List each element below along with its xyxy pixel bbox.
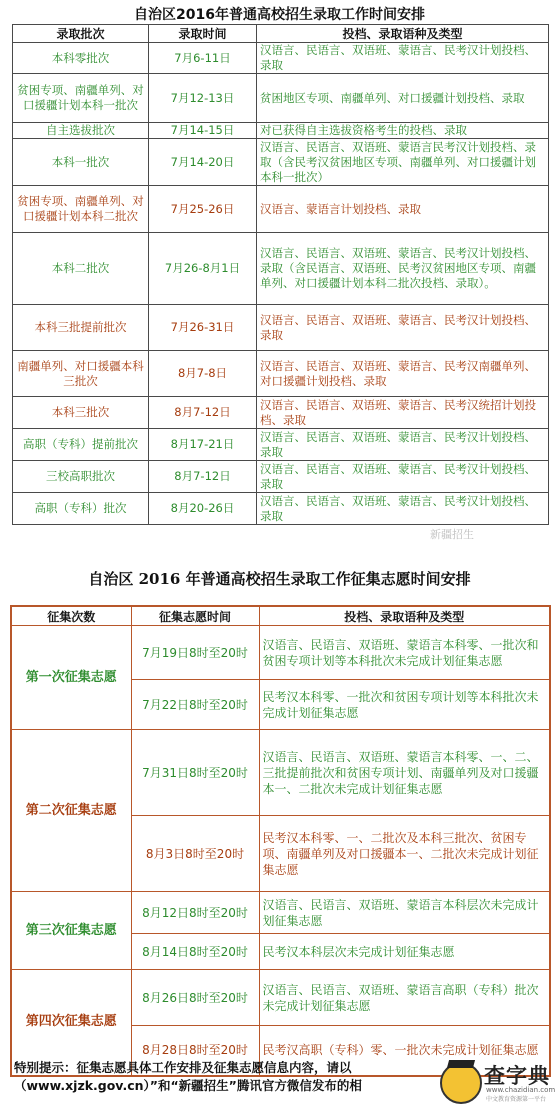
- logo-tagline: 中文教育资源第一平台: [486, 1096, 547, 1103]
- type-cell: 民考汉本科零、一、二批次及本科三批次、贫困专项、南疆单列及对口援疆本一、二批次未完成计划征集志愿: [259, 816, 550, 892]
- round-cell: 第三次征集志愿: [11, 892, 131, 970]
- time-cell: 7月25-26日: [149, 186, 257, 233]
- schedule-title: 自治区2016年普通高校招生录取工作时间安排: [134, 7, 425, 23]
- type-cell: 汉语言、民语言、双语班、蒙语言、民考汉南疆单列、对口援疆计划投档、录取: [257, 351, 549, 397]
- table-header-row: [11, 606, 550, 626]
- table-row: [13, 493, 549, 525]
- header-time: 征集志愿时间: [131, 606, 259, 626]
- type-cell: 汉语言、民语言、双语班、蒙语言、民考汉计划投档、录取: [257, 461, 549, 493]
- batch-cell: 高职（专科）批次: [13, 493, 149, 525]
- time-cell: 8月12日8时至20时: [131, 892, 259, 934]
- header-batch: 录取批次: [13, 25, 149, 43]
- type-cell: 民考汉高职（专科）零、一批次未完成计划征集志愿: [259, 1026, 550, 1076]
- header-type: 投档、录取语种及类型: [259, 606, 550, 626]
- type-cell: 汉语言、民语言、双语班、蒙语言民考汉计划投档、录取（含民考汉贫困地区专项、南疆单列、对口援疆计划本科一批次）: [257, 139, 549, 186]
- chazidian-logo: [438, 1056, 556, 1102]
- type-cell: 汉语言、蒙语言计划投档、录取: [257, 186, 549, 233]
- table-row: [13, 233, 549, 305]
- time-cell: 8月26日8时至20时: [131, 970, 259, 1026]
- type-cell: 汉语言、民语言、双语班、蒙语言、民考汉计划投档、录取: [257, 493, 549, 525]
- batch-cell: 南疆单列、对口援疆本科三批次: [13, 351, 149, 397]
- type-cell: 汉语言、民语言、双语班、蒙语言、民考汉计划投档、录取（含民语言、双语班、民考汉贫困地区专项、南疆单列、对口援疆计划本科二批次投档、录取）。: [257, 233, 549, 305]
- type-cell: 汉语言、民语言、双语班、蒙语言、民考汉计划投档、录取: [257, 429, 549, 461]
- type-cell: 汉语言、民语言、双语班、蒙语言高职（专科）批次未完成计划征集志愿: [259, 970, 550, 1026]
- header-time: 录取时间: [149, 25, 257, 43]
- supplementary-schedule-title: 自治区 2016 年普通高校招生录取工作征集志愿时间安排: [88, 570, 471, 588]
- logo-url: www.chazidian.com: [486, 1086, 556, 1094]
- table-row: [13, 186, 549, 233]
- batch-cell: 贫困专项、南疆单列、对口援疆计划本科一批次: [13, 74, 149, 123]
- supplementary-application-table: [10, 605, 551, 1077]
- time-cell: 8月17-21日: [149, 429, 257, 461]
- batch-cell: 三校高职批次: [13, 461, 149, 493]
- time-cell: 7月14-20日: [149, 139, 257, 186]
- graduate-cap-icon: [440, 1062, 482, 1104]
- type-cell: 汉语言、民语言、双语班、蒙语言本科层次未完成计划征集志愿: [259, 892, 550, 934]
- type-cell: 汉语言、民语言、双语班、蒙语言本科零、一、二、三批提前批次和贫困专项计划、南疆单列及对口援疆本一、二批次未完成计划征集志愿: [259, 730, 550, 816]
- table-row: [11, 730, 550, 816]
- time-cell: 8月3日8时至20时: [131, 816, 259, 892]
- type-cell: 汉语言、民语言、双语班、蒙语言本科零、一批次和贫困专项计划等本科批次未完成计划征集志愿: [259, 626, 550, 680]
- table-row: [11, 970, 550, 1026]
- time-cell: 8月7-8日: [149, 351, 257, 397]
- table-row: [13, 123, 549, 139]
- time-cell: 7月6-11日: [149, 43, 257, 74]
- table-row: [13, 397, 549, 429]
- batch-cell: 自主选拔批次: [13, 123, 149, 139]
- time-cell: 8月7-12日: [149, 397, 257, 429]
- time-cell: 7月31日8时至20时: [131, 730, 259, 816]
- table-row: [11, 626, 550, 680]
- round-cell: 第二次征集志愿: [11, 730, 131, 892]
- time-cell: 8月28日8时至20时: [131, 1026, 259, 1076]
- time-cell: 8月20-26日: [149, 493, 257, 525]
- batch-cell: 高职（专科）提前批次: [13, 429, 149, 461]
- batch-cell: 本科二批次: [13, 233, 149, 305]
- batch-cell: 本科三批提前批次: [13, 305, 149, 351]
- header-round: 征集次数: [11, 606, 131, 626]
- table-row: [13, 139, 549, 186]
- round-cell: 第四次征集志愿: [11, 970, 131, 1076]
- note-line-1: 特别提示：征集志愿具体工作安排及征集志愿信息内容，请以: [14, 1060, 352, 1075]
- time-cell: 7月26-8月1日: [149, 233, 257, 305]
- note-line-2: （www.xjzk.gov.cn）”和“新疆招生”腾讯官方微信发布的相: [14, 1078, 362, 1093]
- round-cell: 第一次征集志愿: [11, 626, 131, 730]
- admission-schedule-table: [12, 24, 549, 525]
- table-header-row: [13, 25, 549, 43]
- type-cell: 民考汉本科零、一批次和贫困专项计划等本科批次未完成计划征集志愿: [259, 680, 550, 730]
- special-note: [14, 1059, 414, 1095]
- batch-cell: 贫困专项、南疆单列、对口援疆计划本科二批次: [13, 186, 149, 233]
- table-row: [13, 74, 549, 123]
- time-cell: 7月19日8时至20时: [131, 626, 259, 680]
- logo-name: 查字典: [484, 1064, 550, 1088]
- type-cell: 汉语言、民语言、双语班、蒙语言、民考汉统招计划投档、录取: [257, 397, 549, 429]
- time-cell: 7月12-13日: [149, 74, 257, 123]
- batch-cell: 本科三批次: [13, 397, 149, 429]
- watermark: 新疆招生: [430, 528, 474, 541]
- table-row: [13, 429, 549, 461]
- time-cell: 7月22日8时至20时: [131, 680, 259, 730]
- time-cell: 8月14日8时至20时: [131, 934, 259, 970]
- batch-cell: 本科一批次: [13, 139, 149, 186]
- type-cell: 对已获得自主选拔资格考生的投档、录取: [257, 123, 549, 139]
- type-cell: 汉语言、民语言、双语班、蒙语言、民考汉计划投档、录取: [257, 43, 549, 74]
- header-type: 投档、录取语种及类型: [257, 25, 549, 43]
- type-cell: 汉语言、民语言、双语班、蒙语言、民考汉计划投档、录取: [257, 305, 549, 351]
- batch-cell: 本科零批次: [13, 43, 149, 74]
- table-row: [13, 43, 549, 74]
- time-cell: 7月26-31日: [149, 305, 257, 351]
- type-cell: 贫困地区专项、南疆单列、对口援疆计划投档、录取: [257, 74, 549, 123]
- table-row: [11, 892, 550, 934]
- table-row: [13, 351, 549, 397]
- table-row: [13, 305, 549, 351]
- type-cell: 民考汉本科层次未完成计划征集志愿: [259, 934, 550, 970]
- time-cell: 8月7-12日: [149, 461, 257, 493]
- table-row: [13, 461, 549, 493]
- time-cell: 7月14-15日: [149, 123, 257, 139]
